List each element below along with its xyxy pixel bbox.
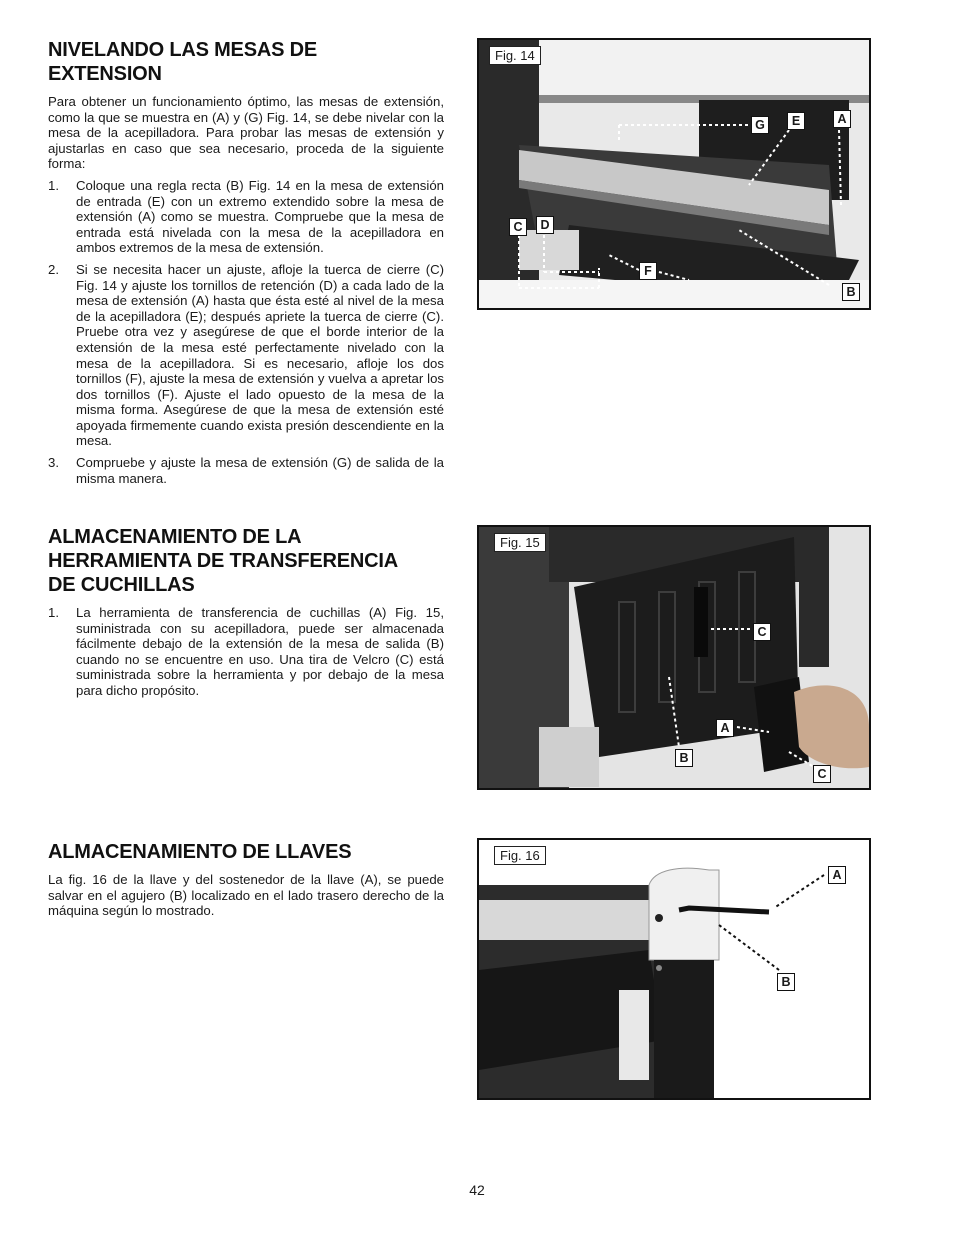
callout-c: C bbox=[813, 765, 831, 783]
section-knife-tool-title bbox=[48, 525, 444, 597]
figure-14 bbox=[477, 38, 871, 310]
callout-b: B bbox=[675, 749, 693, 767]
title-line: NIVELANDO LAS MESAS DE bbox=[48, 39, 317, 61]
title-line: ALMACENAMIENTO DE LA bbox=[48, 526, 302, 548]
callout-d: D bbox=[536, 216, 554, 234]
section-leveling-intro: Para obtener un funcionamiento óptimo, las mesas de extensión, como la que se muestra en (A) y (G) Fig. 14, se debe nivelar con la mesa de la acepilladora. Para probar las mesas de extensión y ajustarlas en caso que sea necesario, proceda de la siguiente forma: bbox=[48, 94, 444, 172]
section-knife-tool-steps bbox=[48, 605, 444, 699]
step-number: 2. bbox=[48, 261, 59, 277]
list-item bbox=[48, 605, 444, 699]
title-line: HERRAMIENTA DE TRANSFERENCIA bbox=[48, 550, 398, 572]
callout-a: A bbox=[828, 866, 846, 884]
step-number: 1. bbox=[48, 605, 59, 620]
figure-14-label: Fig. 14 bbox=[489, 46, 541, 65]
step-number: 1. bbox=[48, 177, 59, 193]
title-line: EXTENSION bbox=[48, 63, 162, 85]
callout-a: A bbox=[833, 110, 851, 128]
figure-16-label: Fig. 16 bbox=[494, 846, 546, 865]
callout-a: A bbox=[716, 719, 734, 737]
step-text: La herramienta de transferencia de cuchillas (A) Fig. 15, suministrada con su acepilladora, puede ser almacenada fácilmente debajo de la extensión de la mesa de salida (B) cuando no se encuentre en uso. Una tira de Velcro (C) está suministrada sobre la herramienta y por debajo de la mesa para dicho propósito. bbox=[76, 605, 444, 698]
title-line: DE CUCHILLAS bbox=[48, 574, 195, 596]
callout-b: B bbox=[842, 283, 860, 301]
section-leveling-title bbox=[48, 38, 444, 86]
callout-c: C bbox=[753, 623, 771, 641]
figure-14-illustration bbox=[479, 40, 869, 308]
callout-c: C bbox=[509, 218, 527, 236]
callout-e: E bbox=[787, 112, 805, 130]
section-wrench-title: ALMACENAMIENTO DE LLAVES bbox=[48, 841, 352, 863]
figure-16-illustration bbox=[479, 840, 869, 1098]
step-number: 3. bbox=[48, 455, 59, 471]
section-knife-tool-storage bbox=[48, 525, 444, 705]
list-item bbox=[48, 455, 444, 486]
page-number: 42 bbox=[469, 1182, 485, 1198]
callout-b: B bbox=[777, 973, 795, 991]
step-text: Compruebe y ajuste la mesa de extensión (G) de salida de la misma manera. bbox=[76, 455, 444, 486]
section-wrench-text: La fig. 16 de la llave y del sostenedor de la llave (A), se puede salvar en el agujero (B) localizado en el lado trasero derecho de la máquina según lo mostrado. bbox=[48, 872, 444, 919]
list-item bbox=[48, 262, 444, 449]
section-leveling bbox=[48, 38, 444, 492]
callout-f: F bbox=[639, 262, 657, 280]
step-text: Coloque una regla recta (B) Fig. 14 en la mesa de extensión de entrada (E) con un extremo extendido sobre la mesa de extensión (A) como se muestra. Compruebe que la mesa de entrada está nivelada con la mesa de la acepilladora en ambos extremos de la mesa de extensión. bbox=[76, 177, 444, 256]
figure-15-label: Fig. 15 bbox=[494, 533, 546, 552]
section-wrench-storage bbox=[48, 840, 444, 925]
section-leveling-steps bbox=[48, 178, 444, 486]
step-text: Si se necesita hacer un ajuste, afloje la tuerca de cierre (C) Fig. 14 y ajuste los tornillos de retención (D) a cada lado de la mesa de extensión (A) hasta que ésta esté al nivel de la mesa de la acepilladora (E); después apriete la tuerca de cierre (C). Pruebe otra vez y asegúrese de que el borde interior de la extensión de la mesa esté perfectamente nivelado con la mesa de la acepilladora. Si es necesario, afloje los dos tornillos (F), ajuste la mesa de extensión y vuelva a apretar los dos tornillos (F). Ajuste el lado opuesto de la mesa de la misma forma. Asegúrese de que la mesa de extensión esté apoyada firmemente cuando exista presión descendiente en la mesa. bbox=[76, 261, 444, 449]
callout-g: G bbox=[751, 116, 769, 134]
figure-15-illustration bbox=[479, 527, 869, 788]
list-item bbox=[48, 178, 444, 256]
figure-16 bbox=[477, 838, 871, 1100]
figure-15 bbox=[477, 525, 871, 790]
